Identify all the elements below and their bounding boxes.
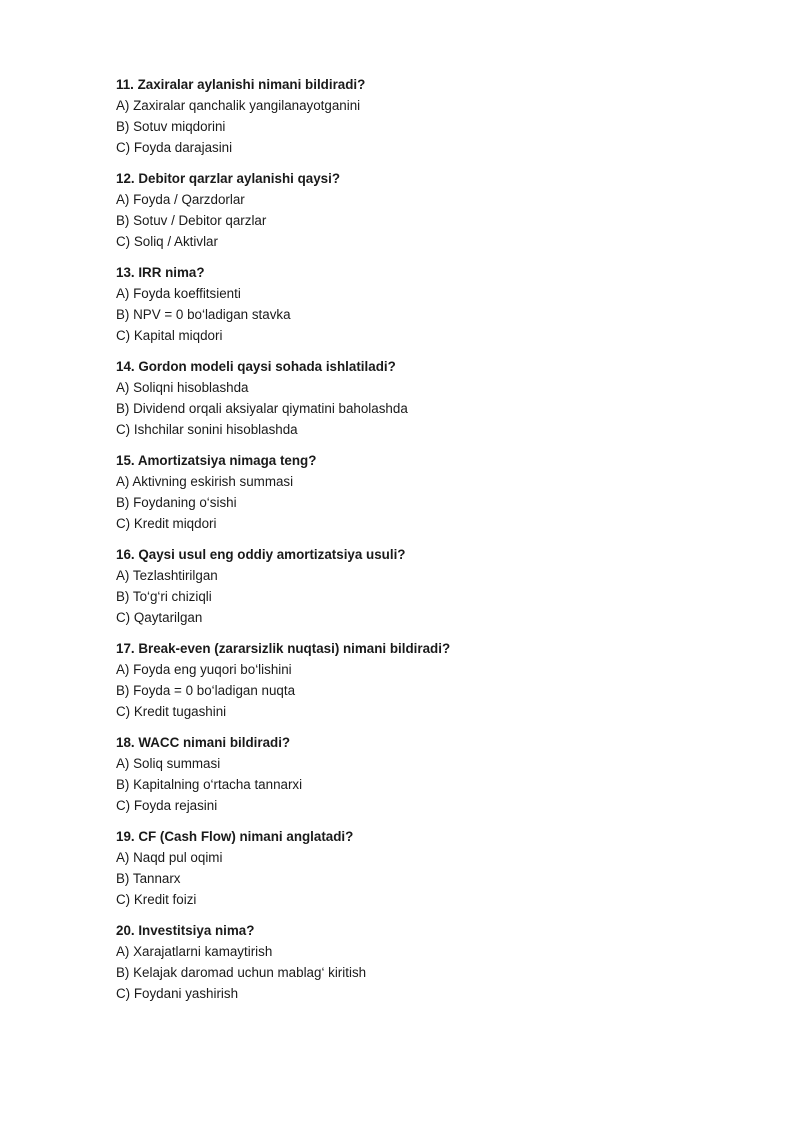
question-16	[116, 544, 736, 628]
option-a: A) Zaxiralar qanchalik yangilanayotganini	[116, 98, 361, 113]
question-title: 18. WACC nimani bildiradi?	[116, 735, 291, 750]
option-a: A) Aktivning eskirish summasi	[116, 474, 294, 489]
question-title: 14. Gordon modeli qaysi sohada ishlatiladi?	[116, 359, 396, 374]
option-a: A) Foyda koeffitsienti	[116, 286, 241, 301]
question-title: 13. IRR nima?	[116, 265, 205, 280]
option-b: B) Foyda = 0 bo‘ladigan nuqta	[116, 683, 296, 698]
question-20	[116, 920, 736, 1004]
option-c: C) Ishchilar sonini hisoblashda	[116, 422, 298, 437]
option-c: C) Foydani yashirish	[116, 986, 239, 1001]
document-page	[116, 74, 736, 1014]
question-title: 19. CF (Cash Flow) nimani anglatadi?	[116, 829, 354, 844]
option-c: C) Qaytarilgan	[116, 610, 203, 625]
option-b: B) Kapitalning o‘rtacha tannarxi	[116, 777, 303, 792]
option-c: C) Kredit foizi	[116, 892, 197, 907]
option-c: C) Foyda darajasini	[116, 140, 233, 155]
question-18	[116, 732, 736, 816]
option-c: C) Foyda rejasini	[116, 798, 218, 813]
question-title: 17. Break-even (zararsizlik nuqtasi) nimani bildiradi?	[116, 641, 451, 656]
option-b: B) Dividend orqali aksiyalar qiymatini baholashda	[116, 401, 408, 416]
option-a: A) Soliq summasi	[116, 756, 221, 771]
option-b: B) To‘g‘ri chiziqli	[116, 589, 212, 604]
option-a: A) Xarajatlarni kamaytirish	[116, 944, 273, 959]
question-title: 16. Qaysi usul eng oddiy amortizatsiya usuli?	[116, 547, 406, 562]
option-a: A) Soliqni hisoblashda	[116, 380, 249, 395]
option-b: B) Kelajak daromad uchun mablag‘ kiritish	[116, 965, 367, 980]
question-title: 15. Amortizatsiya nimaga teng?	[116, 453, 317, 468]
question-14	[116, 356, 736, 440]
question-15	[116, 450, 736, 534]
option-b: B) Sotuv miqdorini	[116, 119, 226, 134]
question-title: 12. Debitor qarzlar aylanishi qaysi?	[116, 171, 341, 186]
question-title: 20. Investitsiya nima?	[116, 923, 255, 938]
question-13	[116, 262, 736, 346]
option-c: C) Soliq / Aktivlar	[116, 234, 218, 249]
question-12	[116, 168, 736, 252]
option-a: A) Foyda / Qarzdorlar	[116, 192, 245, 207]
question-17	[116, 638, 736, 722]
option-a: A) Foyda eng yuqori bo‘lishini	[116, 662, 292, 677]
option-b: B) Foydaning o‘sishi	[116, 495, 237, 510]
question-title: 11. Zaxiralar aylanishi nimani bildiradi?	[116, 77, 366, 92]
option-b: B) NPV = 0 bo‘ladigan stavka	[116, 307, 291, 322]
option-c: C) Kapital miqdori	[116, 328, 223, 343]
option-a: A) Tezlashtirilgan	[116, 568, 218, 583]
option-b: B) Sotuv / Debitor qarzlar	[116, 213, 267, 228]
question-11	[116, 74, 736, 158]
option-a: A) Naqd pul oqimi	[116, 850, 223, 865]
option-b: B) Tannarx	[116, 871, 181, 886]
question-19	[116, 826, 736, 910]
option-c: C) Kredit miqdori	[116, 516, 217, 531]
option-c: C) Kredit tugashini	[116, 704, 227, 719]
